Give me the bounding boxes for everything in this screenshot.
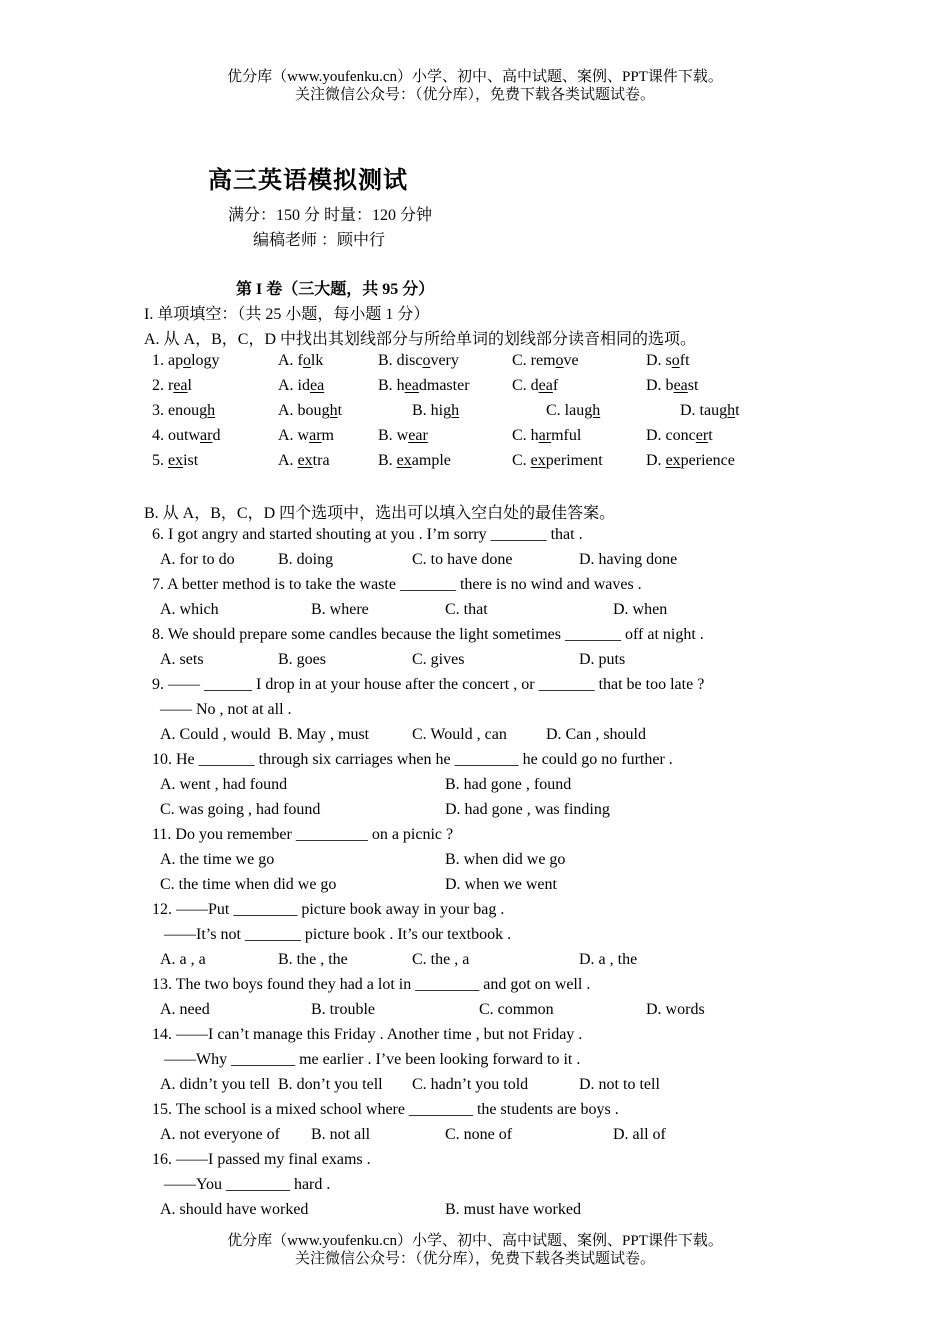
pronunciation-option-1-b: B. discovery [378,352,459,369]
q9-option-c: C. Would , can [412,726,507,743]
q6-option-b: B. doing [278,551,334,568]
question-7: 7. A better method is to take the waste _______ there is no wind and waves . [152,576,642,593]
question-12-reply: ——It’s not _______ picture book . It’s our textbook . [164,926,512,943]
pronunciation-word-5: 5. exist [152,452,199,469]
q9-option-d: D. Can , should [546,726,646,743]
pronunciation-option-2-b: B. headmaster [378,377,470,394]
q14-option-d: D. not to tell [579,1076,660,1093]
question-10: 10. He _______ through six carriages when he ________ he could go no further . [152,751,673,768]
q7-option-c: C. that [445,601,488,618]
pronunciation-word-4: 4. outward [152,427,221,444]
q8-option-d: D. puts [579,651,626,668]
part-b-instruction: B. 从 A，B，C，D 四个选项中，选出可以填入空白处的最佳答案。 [144,505,616,522]
q6-option-a: A. for to do [160,551,235,568]
pronunciation-option-3-d: D. taught [680,402,740,419]
q12-option-a: A. a , a [160,951,206,968]
question-13: 13. The two boys found they had a lot in ________ and got on well . [152,976,591,993]
pronunciation-option-4-c: C. harmful [512,427,582,444]
pronunciation-option-5-d: D. experience [646,452,735,469]
question-8: 8. We should prepare some candles because the light sometimes _______ off at night . [152,626,704,643]
section-heading: I. 单项填空：（共 25 小题，每小题 1 分） [144,306,430,323]
q15-option-d: D. all of [613,1126,666,1143]
q13-option-c: C. common [479,1001,554,1018]
part-a-instruction: A. 从 A，B，C，D 中找出其划线部分与所给单词的划线部分读音相同的选项。 [144,331,697,348]
pronunciation-option-2-a: A. idea [278,377,325,394]
question-9-reply: —— No , not at all . [160,701,292,718]
editor: 编稿老师 ：顾中行 [253,232,386,249]
q13-option-d: D. words [646,1001,705,1018]
pronunciation-option-2-c: C. deaf [512,377,559,394]
q15-option-a: A. not everyone of [160,1126,280,1143]
question-9: 9. —— ______ I drop in at your house after the concert , or _______ that be too late ? [152,676,705,693]
q10-option-a: A. went , had found [160,776,288,793]
q6-option-c: C. to have done [412,551,513,568]
q9-option-a: A. Could , would [160,726,271,743]
question-14-reply: ——Why ________ me earlier . I’ve been looking forward to it . [164,1051,581,1068]
q15-option-c: C. none of [445,1126,513,1143]
pronunciation-option-5-b: B. example [378,452,451,469]
question-16: 16. ——I passed my final exams . [152,1151,371,1168]
pronunciation-option-5-c: C. experiment [512,452,603,469]
question-6: 6. I got angry and started shouting at you . I’m sorry _______ that . [152,526,583,543]
pronunciation-option-4-a: A. warm [278,427,334,444]
page-title: 高三英语模拟测试 [208,168,408,194]
q12-option-d: D. a , the [579,951,638,968]
pronunciation-option-1-d: D. soft [646,352,690,369]
q12-option-b: B. the , the [278,951,348,968]
q14-option-a: A. didn’t you tell [160,1076,270,1093]
q10-option-c: C. was going , had found [160,801,321,818]
question-16-reply: ——You ________ hard . [164,1176,331,1193]
q6-option-d: D. having done [579,551,678,568]
q11-option-a: A. the time we go [160,851,275,868]
q10-option-b: B. had gone , found [445,776,572,793]
q8-option-b: B. goes [278,651,326,668]
score-time: 满分：150 分 时量：120 分钟 [228,207,433,224]
q14-option-b: B. don’t you tell [278,1076,383,1093]
q16-option-a: A. should have worked [160,1201,309,1218]
q12-option-c: C. the , a [412,951,470,968]
q8-option-a: A. sets [160,651,204,668]
pronunciation-option-5-a: A. extra [278,452,330,469]
pronunciation-option-1-a: A. folk [278,352,324,369]
q13-option-b: B. trouble [311,1001,375,1018]
q11-option-c: C. the time when did we go [160,876,337,893]
q13-option-a: A. need [160,1001,210,1018]
q15-option-b: B. not all [311,1126,371,1143]
q7-option-a: A. which [160,601,219,618]
footer-line-2: 关注微信公众号：（优分库），免费下载各类试题试卷。 [294,1251,655,1267]
question-12: 12. ——Put ________ picture book away in your bag . [152,901,505,918]
q9-option-b: B. May , must [278,726,370,743]
pronunciation-word-2: 2. real [152,377,192,394]
header-line-1: 优分库（www.youfenku.cn）小学、初中、高中试题、案例、PPT课件下载。 [227,69,723,85]
q8-option-c: C. gives [412,651,465,668]
pronunciation-option-3-c: C. laugh [546,402,601,419]
pronunciation-option-4-b: B. wear [378,427,428,444]
q10-option-d: D. had gone , was finding [445,801,610,818]
pronunciation-word-1: 1. apology [152,352,220,369]
question-15: 15. The school is a mixed school where ________ the students are boys . [152,1101,619,1118]
pronunciation-option-3-a: A. bought [278,402,343,419]
pronunciation-option-2-d: D. beast [646,377,699,394]
question-14: 14. ——I can’t manage this Friday . Another time , but not Friday . [152,1026,583,1043]
question-11: 11. Do you remember _________ on a picnic ? [152,826,454,843]
volume-heading: 第 I 卷（三大题，共 95 分） [236,281,435,298]
pronunciation-option-1-c: C. remove [512,352,579,369]
header-line-2: 关注微信公众号：（优分库），免费下载各类试题试卷。 [294,87,655,103]
q14-option-c: C. hadn’t you told [412,1076,529,1093]
q11-option-d: D. when we went [445,876,557,893]
pronunciation-option-3-b: B. high [412,402,460,419]
q7-option-b: B. where [311,601,369,618]
q7-option-d: D. when [613,601,668,618]
pronunciation-word-3: 3. enough [152,402,216,419]
q16-option-b: B. must have worked [445,1201,581,1218]
q11-option-b: B. when did we go [445,851,566,868]
pronunciation-option-4-d: D. concert [646,427,713,444]
footer-line-1: 优分库（www.youfenku.cn）小学、初中、高中试题、案例、PPT课件下载。 [227,1233,723,1249]
